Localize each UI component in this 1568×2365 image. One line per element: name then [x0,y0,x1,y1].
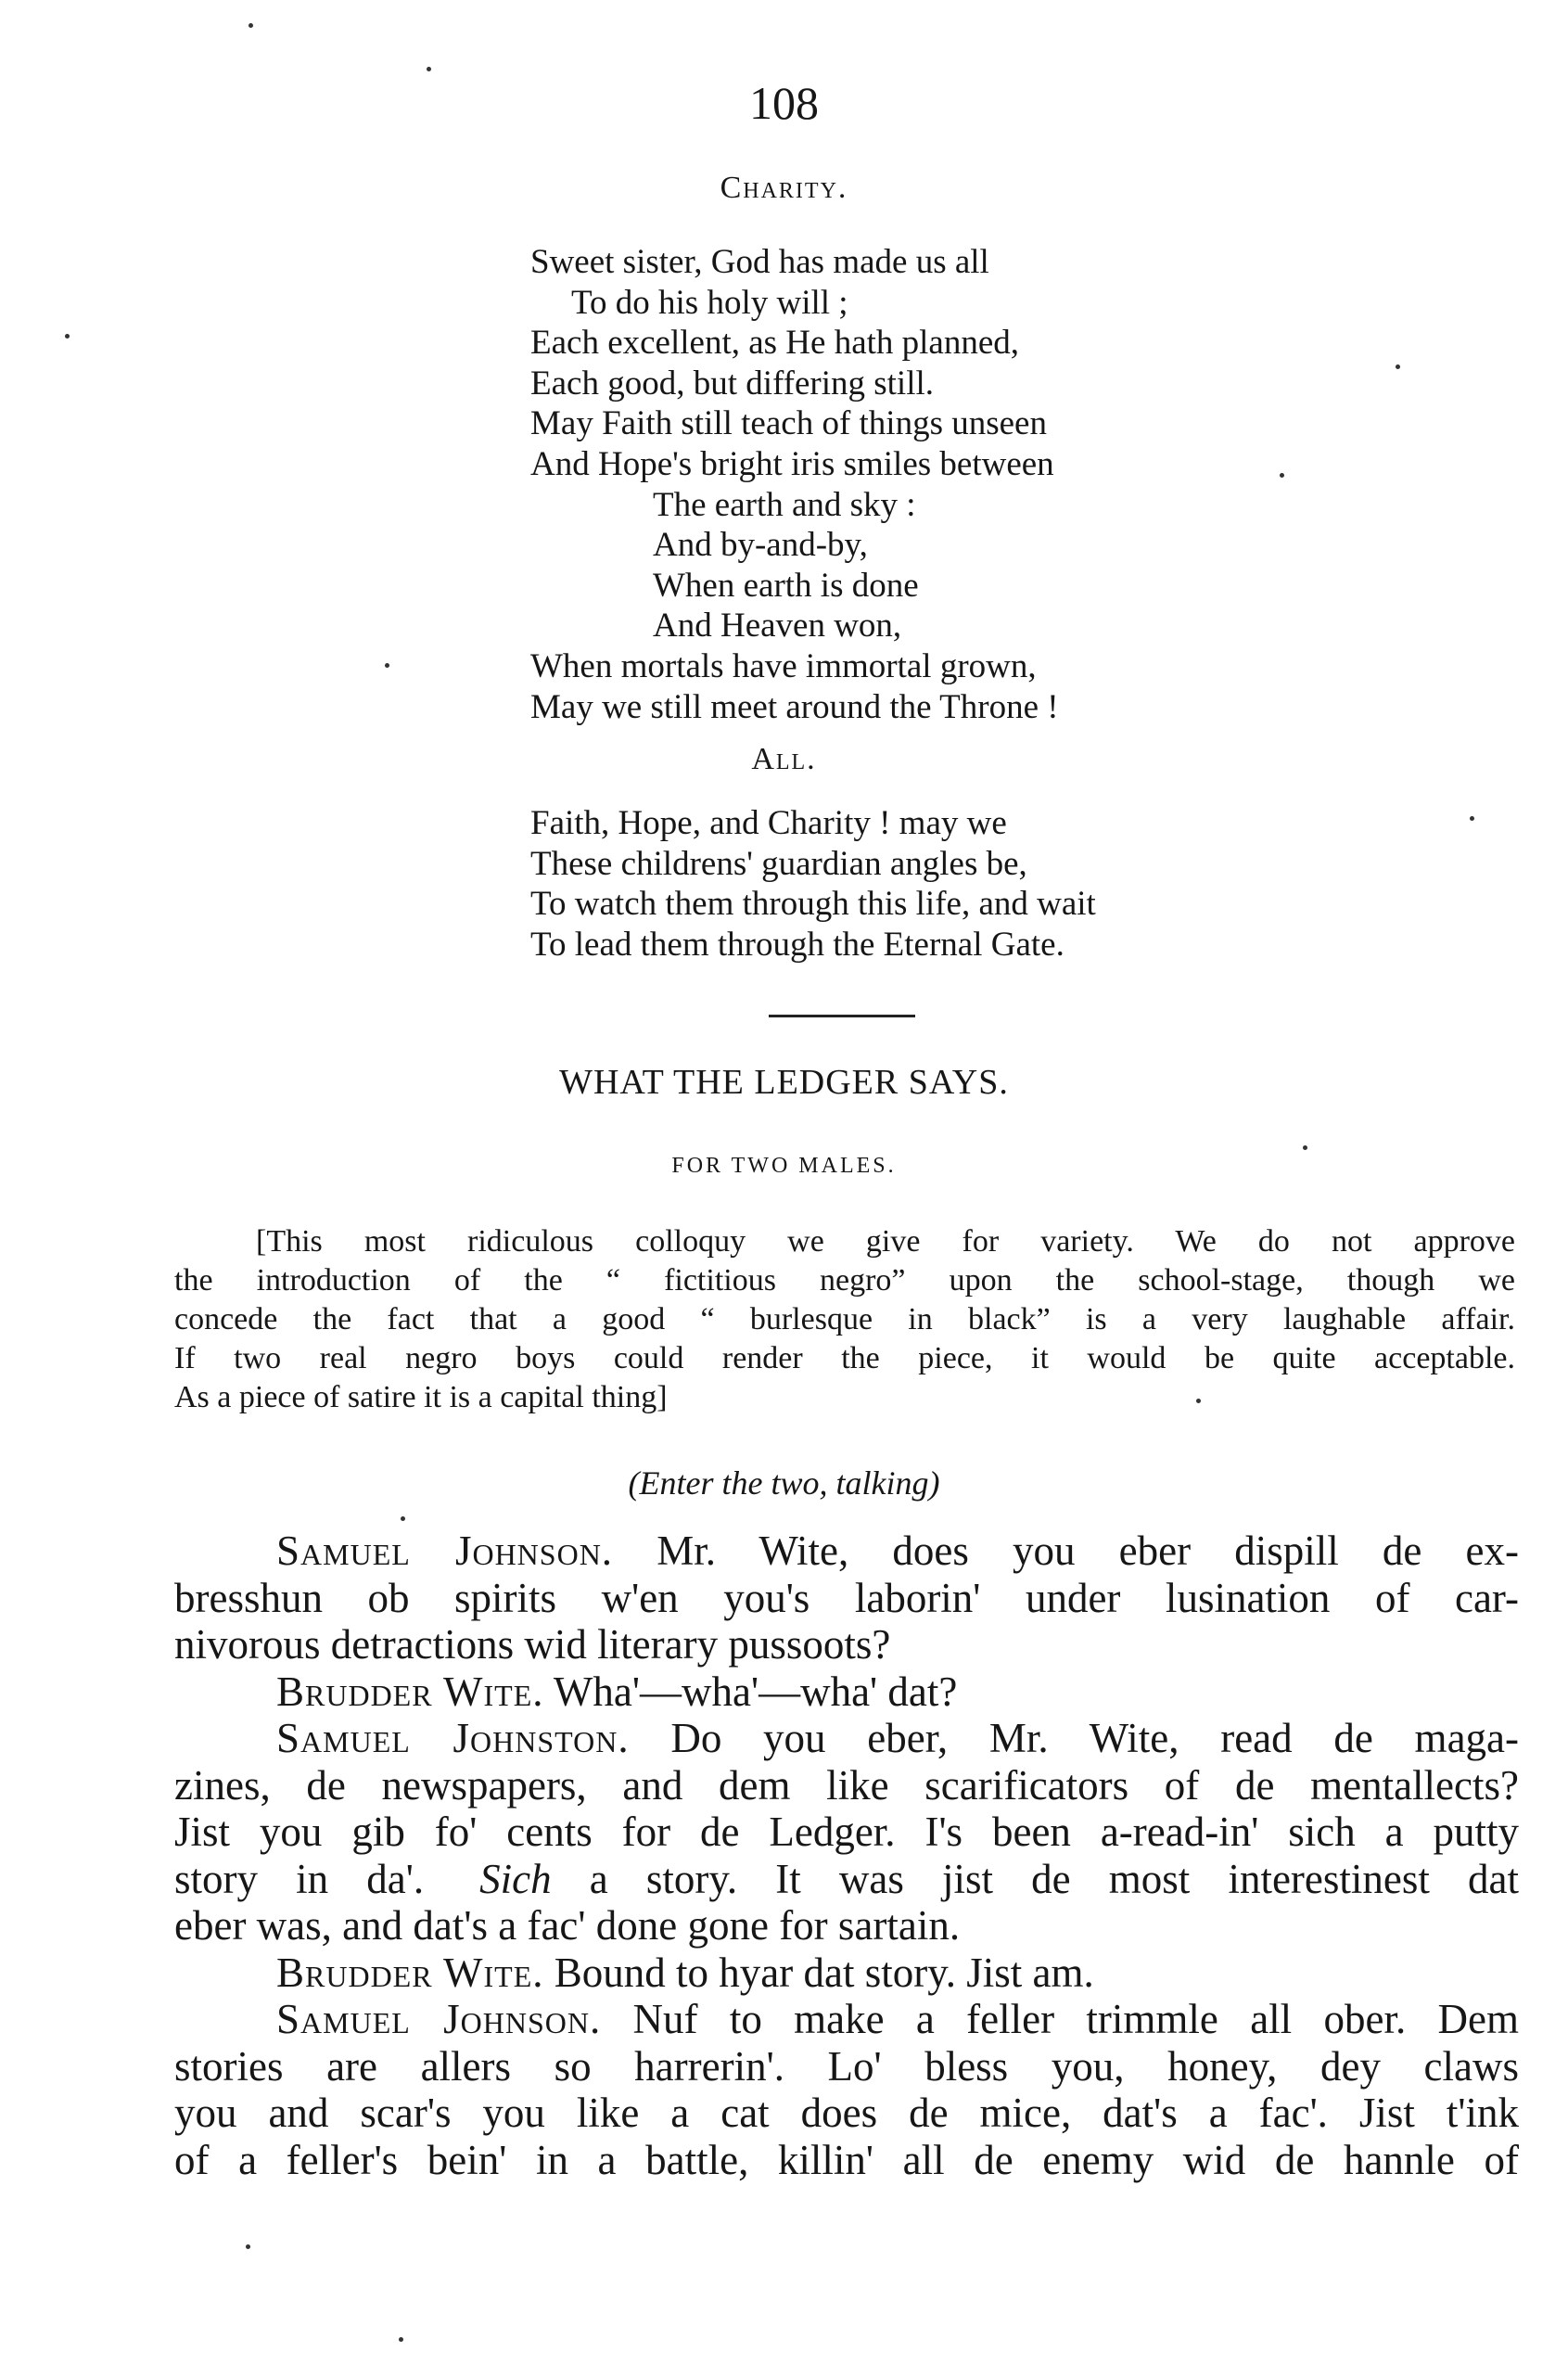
poem-line: Sweet sister, God has made us all [530,243,989,281]
dialogue-line: eber was, and dat's a fac' done gone for sartain. [174,1902,961,1949]
speaker-name: Samuel Johnson. [276,1528,614,1574]
piece-subtitle: FOR TWO MALES. [671,1154,897,1178]
note-line: If two real negro boys could render the piece, it would be quite acceptable. [174,1341,1515,1375]
speech-text: Do you eber, Mr. Wite, read de maga- [629,1715,1519,1761]
scan-speck [1280,473,1284,478]
note-line: As a piece of satire it is a capital thing] [174,1380,668,1414]
speech-text: Mr. Wite, does you eber dispill de ex- [613,1528,1519,1574]
speaker-name: Samuel Johnston. [276,1715,630,1761]
dialogue [174,1528,1519,2183]
poem-line: To lead them through the Eternal Gate. [530,925,1064,964]
speech-text: Bound to hyar dat story. Jist am. [543,1949,1094,1996]
dialogue-line: zines, de newspapers, and dem like scarificators of de mentallects? [174,1761,1519,1809]
note-line: concede the fact that a good “ burlesque in black” is a very laughable affair. [174,1302,1515,1336]
speech-text: Nuf to make a feller trimmle all ober. Dem [601,1996,1519,2042]
poem-line: Each excellent, as He hath planned, [530,324,1020,363]
scan-speck [399,2337,403,2342]
scan-speck [1303,1145,1307,1150]
scan-speck [249,23,253,28]
dialogue-line: of a feller's bein' in a battle, killin' all de enemy wid de hannle of [174,2136,1519,2183]
poem-line: When mortals have immortal grown, [530,646,1037,685]
scan-speck [1196,1399,1201,1403]
section-divider [769,1015,915,1017]
poem-line: And Hope's bright iris smiles between [530,444,1054,483]
poem-line: To do his holy will ; [571,283,848,322]
poem-line: To watch them through this life, and wait [530,885,1096,924]
dialogue-line: bresshun ob spirits w'en you's laborin' under lusination of car- [174,1574,1519,1621]
charity-poem [530,242,1365,727]
page-number: 108 [749,77,819,129]
piece-title: WHAT THE LEDGER SAYS. [559,1063,1009,1102]
scan-speck [1396,364,1400,369]
dialogue-line: Jist you gib fo' cents for de Ledger. I's been a-read-in' sich a putty [174,1809,1519,1855]
intro-note [174,1222,1515,1417]
poem-line: Faith, Hope, and Charity ! may we [530,804,1007,842]
speech-text: a story. It was jist de most interestinest dat [551,1855,1519,1902]
speech-text: story in da'. [174,1855,425,1902]
dialogue-line [174,1668,1519,1716]
stage-direction: (Enter the two, talking) [628,1464,940,1502]
poem-line: When earth is done [653,566,919,605]
dialogue-line [174,1856,1519,1903]
speaker-name: Brudder Wite. [276,1949,544,1996]
note-line: the introduction of the “ fictitious negro” upon the school-stage, though we [174,1263,1515,1298]
dialogue-line [174,1528,1519,1575]
dialogue-line [174,1715,1519,1762]
speaker-name: Brudder Wite. [276,1668,544,1715]
speech-text: Wha'—wha'—wha' dat? [543,1668,958,1715]
scan-speck [427,67,431,71]
poem-line: And by-and-by, [653,526,868,565]
speech-emphasis: Sich [479,1855,552,1902]
poem-line: These childrens' guardian angles be, [530,844,1027,883]
scan-speck [65,334,70,339]
scan-speck [246,2244,250,2249]
note-line: [This most ridiculous colloquy we give for variety. We do not approve [256,1224,1515,1259]
poem-line: The earth and sky : [653,485,916,524]
scan-speck [385,663,389,668]
dialogue-line: stories are allers so harrerin'. Lo' bless you, honey, dey claws [174,2042,1519,2090]
dialogue-line [174,1996,1519,2043]
scan-speck [401,1516,405,1521]
all-heading: All. [751,742,817,776]
dialogue-line [174,1950,1519,1997]
poem-line: Each good, but differing still. [530,364,935,403]
speaker-name: Samuel Johnson. [276,1996,602,2042]
poem-line: And Heaven won, [653,607,902,646]
charity-heading: Charity. [720,171,848,205]
all-poem [530,803,1365,965]
dialogue-line: nivorous detractions wid literary pussoots? [174,1621,891,1668]
poem-line: May Faith still teach of things unseen [530,404,1047,443]
scan-speck [1470,816,1474,821]
poem-line: May we still meet around the Throne ! [530,687,1059,726]
dialogue-line: you and scar's you like a cat does de mice, dat's a fac'. Jist t'ink [174,2090,1519,2136]
